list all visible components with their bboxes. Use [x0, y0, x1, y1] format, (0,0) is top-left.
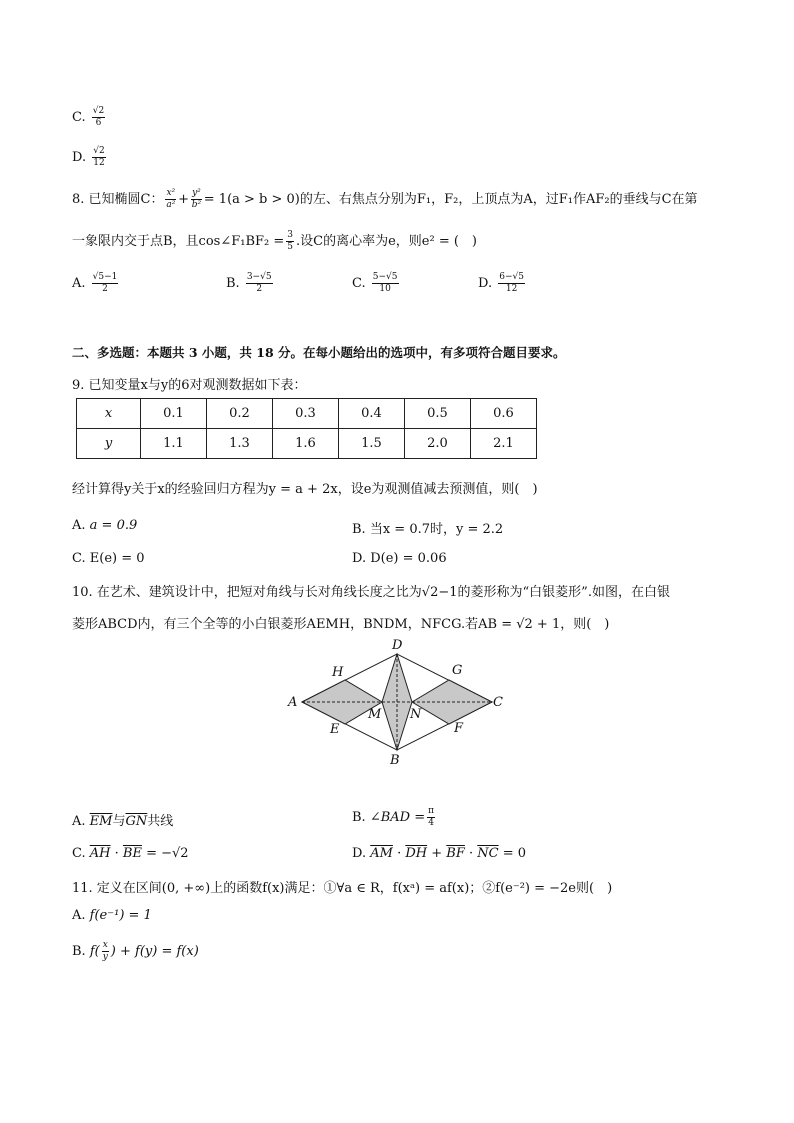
- label-c: C: [493, 695, 503, 710]
- table-cell: 2.1: [471, 429, 537, 459]
- table-row-y: [77, 429, 537, 459]
- label-e: E: [330, 722, 340, 737]
- q7-option-c: C. $\frac{√2}{6}$: [72, 106, 105, 128]
- q9-option-b: B. 当x = 0.7时，y = 2.2: [352, 522, 504, 537]
- q9-option-c: C. E(e) = 0: [72, 551, 145, 566]
- table-cell: 0.4: [339, 399, 405, 429]
- q8-stem-line1: 8. 已知椭圆C： $\frac{\text{x²}}{\text{a²}}$ + $\frac{\text{y²}}{\text{b²}}$ = 1(a > b > 0)的左、右焦点分别为F₁，F₂，上顶点为A，过F₁作AF₂的垂线与C在第: [72, 188, 698, 210]
- q9-option-d: D. D(e) = 0.06: [352, 551, 447, 566]
- table-cell: 1.1: [141, 429, 207, 459]
- q8-stem-line2: 一象限内交于点B，且cos∠F₁BF₂ = $\frac{3}{5}$ .设C的离心率为e，则e² = ( ): [72, 230, 477, 252]
- label-d: D: [392, 638, 403, 653]
- label-b: B: [390, 753, 400, 768]
- q10-stem-line2: 菱形ABCD内，有三个全等的小白银菱形AEMH，BNDM，NFCG.若AB = √2 + 1，则( ): [72, 617, 610, 632]
- q10-option-c: C. $\overline{AH} \cdot \overline{BE} = -√2$: [72, 846, 189, 861]
- table-cell: 0.3: [273, 399, 339, 429]
- table-cell: 2.0: [405, 429, 471, 459]
- table-header-x: x: [77, 399, 141, 429]
- table-cell: 1.3: [207, 429, 273, 459]
- q11-option-a: A. f(e⁻¹) = 1: [72, 908, 152, 923]
- q11-stem: 11. 定义在区间(0, +∞)上的函数f(x)满足：①∀a ∈ R，f(xᵃ) = af(x)；②f(e⁻²) = −2e则( ): [72, 881, 613, 896]
- q8-option-d: D. $\frac{6-√5}{12}$: [478, 272, 524, 294]
- q9-stem: 经计算得y关于x的经验回归方程为y = a + 2x，设e为观测值减去预测值，则( ): [72, 482, 538, 497]
- q9-intro: 9. 已知变量x与y的6对观测数据如下表：: [72, 378, 307, 393]
- observation-table: [76, 398, 537, 459]
- q10-option-b: B. ∠BAD = $\frac{\pi}{4}$: [352, 806, 435, 828]
- table-cell: 0.1: [141, 399, 207, 429]
- table-cell: 1.6: [273, 429, 339, 459]
- table-row-x: [77, 399, 537, 429]
- q10-stem-line1: 10. 在艺术、建筑设计中，把短对角线与长对角线长度之比为√2−1的菱形称为“白银菱形”.如图，在白银: [72, 585, 670, 600]
- q8-option-b: B. $\frac{3-√5}{2}$: [226, 272, 272, 294]
- q8-option-a: A. $\frac{√5-1}{2}$: [72, 272, 118, 294]
- table-cell: 0.2: [207, 399, 273, 429]
- label-f: F: [454, 721, 464, 736]
- q7-option-d-fraction: $\frac{√2}{12}$: [93, 146, 105, 168]
- q8-option-c: C. $\frac{5-√5}{10}$: [352, 272, 398, 294]
- label-g: G: [452, 663, 463, 678]
- label-a: A: [288, 695, 298, 710]
- table-cell: 0.5: [405, 399, 471, 429]
- q7-option-d: D. $\frac{√2}{12}$: [72, 146, 105, 168]
- q10-option-d: D. $\overline{AM} \cdot \overline{DH} + \overline{BF} \cdot \overline{NC} = 0$: [352, 846, 527, 861]
- q11-option-b: B. f( $\frac{x}{y}$ ) + f(y) = f(x): [72, 940, 199, 962]
- section-2-heading: 二、多选题：本题共 3 小题，共 18 分。在每小题给出的选项中，有多项符合题目要求。: [72, 345, 566, 360]
- table-header-y: y: [77, 429, 141, 459]
- q9-option-a: A. a = 0.9: [72, 518, 138, 533]
- silver-rhombus-figure: [280, 636, 510, 768]
- q10-option-a: A. $\overline{EM}$与$\overline{GN}$共线: [72, 814, 174, 829]
- label-h: H: [332, 665, 344, 680]
- table-cell: 1.5: [339, 429, 405, 459]
- q7-option-c-fraction: $\frac{√2}{6}$: [92, 106, 105, 128]
- label-m: M: [368, 707, 382, 722]
- table-cell: 0.6: [471, 399, 537, 429]
- label-n: N: [410, 707, 422, 722]
